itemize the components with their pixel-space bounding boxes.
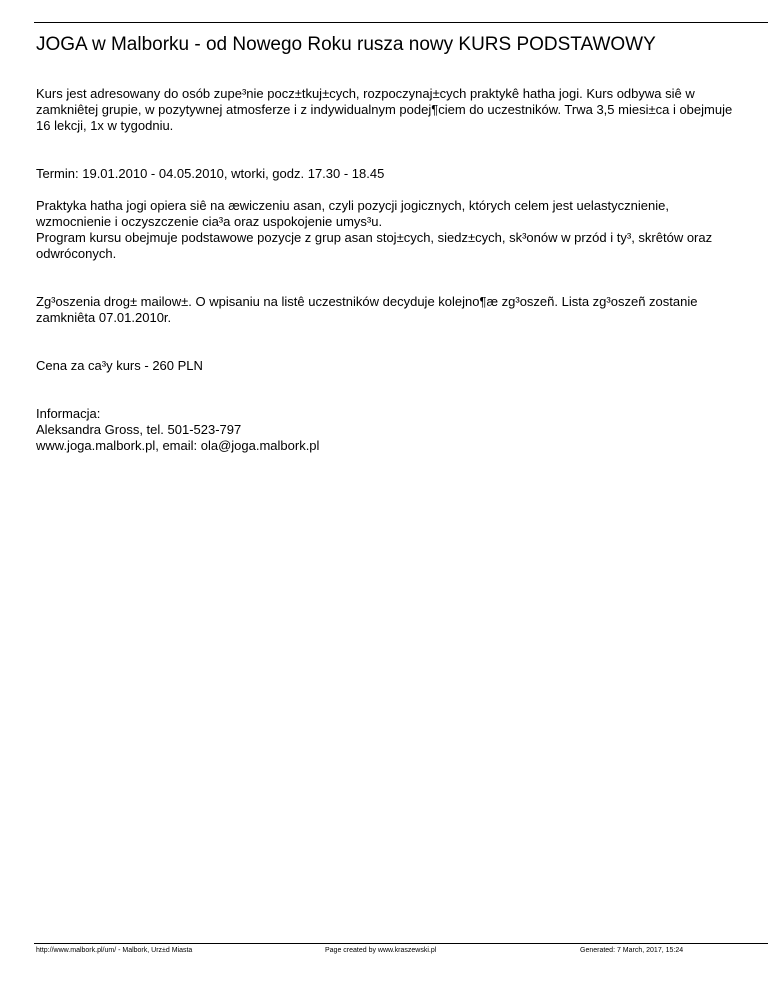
- text-line: www.joga.malbork.pl, email: ola@joga.malbork.pl: [36, 438, 320, 453]
- footer-credit: Page created by www.kraszewski.pl: [325, 947, 437, 954]
- paragraph-practice: [36, 198, 736, 262]
- text-line: wzmocnienie i oczyszczenie cia³a oraz uspokojenie umys³u.: [36, 214, 383, 229]
- text-line: zamkniêta 07.01.2010r.: [36, 310, 172, 325]
- paragraph-price: [36, 358, 736, 374]
- paragraph-term: [36, 166, 736, 182]
- text-line: Cena za ca³y kurs - 260 PLN: [36, 358, 203, 373]
- text-line: Aleksandra Gross, tel. 501-523-797: [36, 422, 242, 437]
- bottom-divider: [34, 943, 768, 944]
- article-body: [36, 86, 736, 454]
- text-line: Kurs jest adresowany do osób zupe³nie pocz±tkuj±cych, rozpoczynaj±cych praktykê hatha jogi. Kurs odbywa siê w: [36, 86, 695, 101]
- top-divider: [34, 22, 768, 23]
- text-line: zamkniêtej grupie, w pozytywnej atmosferze i z indywidualnym podej¶ciem do uczestników. Trwa 3,5 miesi±ca i obejmuje: [36, 102, 733, 117]
- footer-source-url: http://www.malbork.pl/um/ - Malbork, Urz±d Miasta: [36, 947, 193, 954]
- text-line: Praktyka hatha jogi opiera siê na æwiczeniu asan, czyli pozycji jogicznych, których celem jest uelastycznienie,: [36, 198, 669, 213]
- text-line: Zg³oszenia drog± mailow±. O wpisaniu na listê uczestników decyduje kolejno¶æ zg³oszeñ. Lista zg³oszeñ zostanie: [36, 294, 698, 309]
- paragraph-course-description: [36, 86, 736, 134]
- text-line: Program kursu obejmuje podstawowe pozycje z grup asan stoj±cych, siedz±cych, sk³onów w przód i ty³, skrêtów oraz: [36, 230, 713, 245]
- paragraph-contact-info: [36, 406, 736, 454]
- footer-generated-date: Generated: 7 March, 2017, 15:24: [580, 947, 684, 954]
- page-title: JOGA w Malborku - od Nowego Roku rusza nowy KURS PODSTAWOWY: [36, 34, 656, 55]
- paragraph-registration: [36, 294, 736, 326]
- text-line: odwróconych.: [36, 246, 117, 261]
- text-line: 16 lekcji, 1x w tygodniu.: [36, 118, 174, 133]
- text-line: Informacja:: [36, 406, 101, 421]
- text-line: Termin: 19.01.2010 - 04.05.2010, wtorki, godz. 17.30 - 18.45: [36, 166, 385, 181]
